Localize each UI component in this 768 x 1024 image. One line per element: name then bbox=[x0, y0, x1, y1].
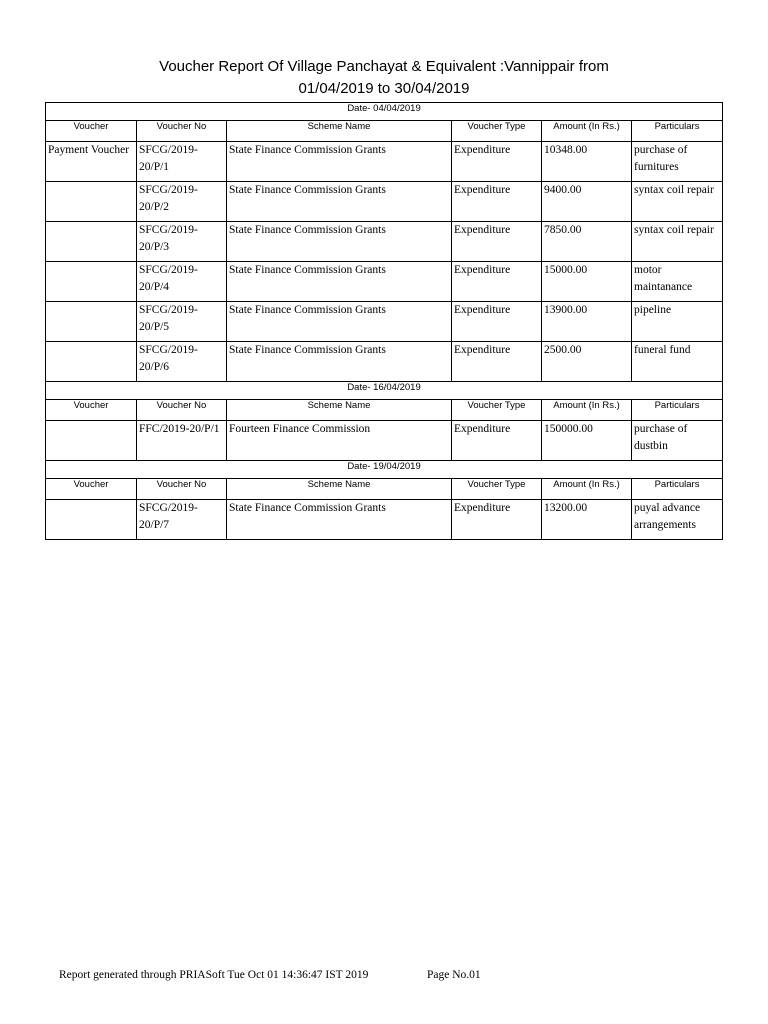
cell-scheme-name: State Finance Commission Grants bbox=[227, 302, 452, 342]
cell-voucher-type: Expenditure bbox=[452, 182, 542, 222]
cell-voucher-type: Expenditure bbox=[452, 222, 542, 262]
cell-particulars: pipeline bbox=[632, 302, 723, 342]
cell-amount: 15000.00 bbox=[542, 262, 632, 302]
cell-scheme-name: State Finance Commission Grants bbox=[227, 142, 452, 182]
cell-voucher-no: SFCG/2019-20/P/7 bbox=[137, 500, 227, 540]
report-title-line-1: Voucher Report Of Village Panchayat & Equivalent :Vannippair from bbox=[159, 58, 609, 75]
cell-particulars: syntax coil repair bbox=[632, 222, 723, 262]
column-header-row bbox=[46, 121, 723, 142]
column-header-voucher: Voucher bbox=[46, 479, 137, 500]
column-header-voucher: Voucher bbox=[46, 121, 137, 142]
voucher-table bbox=[45, 102, 723, 540]
column-header-amount: Amount (In Rs.) bbox=[542, 121, 632, 142]
table-row bbox=[46, 262, 723, 302]
column-header-scheme-name: Scheme Name bbox=[227, 479, 452, 500]
cell-voucher bbox=[46, 222, 137, 262]
cell-voucher bbox=[46, 302, 137, 342]
column-header-particulars: Particulars bbox=[632, 400, 723, 421]
column-header-voucher-type: Voucher Type bbox=[452, 479, 542, 500]
cell-amount: 2500.00 bbox=[542, 342, 632, 382]
cell-scheme-name: State Finance Commission Grants bbox=[227, 262, 452, 302]
table-row bbox=[46, 421, 723, 461]
column-header-voucher-type: Voucher Type bbox=[452, 400, 542, 421]
column-header-voucher-type: Voucher Type bbox=[452, 121, 542, 142]
date-group-label: Date- 19/04/2019 bbox=[46, 461, 723, 479]
column-header-particulars: Particulars bbox=[632, 479, 723, 500]
cell-voucher-type: Expenditure bbox=[452, 421, 542, 461]
cell-particulars: purchase of furnitures bbox=[632, 142, 723, 182]
cell-amount: 10348.00 bbox=[542, 142, 632, 182]
cell-scheme-name: State Finance Commission Grants bbox=[227, 182, 452, 222]
cell-particulars: puyal advance arrangements bbox=[632, 500, 723, 540]
cell-voucher-type: Expenditure bbox=[452, 142, 542, 182]
cell-particulars: funeral fund bbox=[632, 342, 723, 382]
table-row bbox=[46, 142, 723, 182]
footer-generated-text: Report generated through PRIASoft Tue Oct 01 14:36:47 IST 2019 bbox=[59, 969, 369, 981]
cell-voucher bbox=[46, 262, 137, 302]
cell-voucher: Payment Voucher bbox=[46, 142, 137, 182]
table-row bbox=[46, 182, 723, 222]
cell-particulars: motor maintanance bbox=[632, 262, 723, 302]
column-header-row bbox=[46, 400, 723, 421]
cell-particulars: purchase of dustbin bbox=[632, 421, 723, 461]
cell-amount: 13900.00 bbox=[542, 302, 632, 342]
cell-voucher bbox=[46, 342, 137, 382]
cell-voucher-no: SFCG/2019-20/P/4 bbox=[137, 262, 227, 302]
cell-amount: 9400.00 bbox=[542, 182, 632, 222]
date-group-row bbox=[46, 382, 723, 400]
cell-voucher bbox=[46, 421, 137, 461]
column-header-particulars: Particulars bbox=[632, 121, 723, 142]
cell-voucher-type: Expenditure bbox=[452, 302, 542, 342]
date-group-label: Date- 16/04/2019 bbox=[46, 382, 723, 400]
footer-page-number: Page No.01 bbox=[427, 969, 481, 981]
cell-voucher-no: SFCG/2019-20/P/2 bbox=[137, 182, 227, 222]
column-header-scheme-name: Scheme Name bbox=[227, 121, 452, 142]
cell-amount: 7850.00 bbox=[542, 222, 632, 262]
cell-voucher bbox=[46, 182, 137, 222]
date-group-row bbox=[46, 103, 723, 121]
date-group-label: Date- 04/04/2019 bbox=[46, 103, 723, 121]
cell-scheme-name: State Finance Commission Grants bbox=[227, 342, 452, 382]
cell-voucher-type: Expenditure bbox=[452, 342, 542, 382]
cell-scheme-name: State Finance Commission Grants bbox=[227, 222, 452, 262]
column-header-voucher-no: Voucher No bbox=[137, 479, 227, 500]
column-header-voucher: Voucher bbox=[46, 400, 137, 421]
cell-voucher-no: SFCG/2019-20/P/5 bbox=[137, 302, 227, 342]
cell-particulars: syntax coil repair bbox=[632, 182, 723, 222]
table-row bbox=[46, 302, 723, 342]
column-header-row bbox=[46, 479, 723, 500]
column-header-voucher-no: Voucher No bbox=[137, 121, 227, 142]
cell-voucher-type: Expenditure bbox=[452, 500, 542, 540]
report-title bbox=[0, 56, 768, 100]
cell-scheme-name: Fourteen Finance Commission bbox=[227, 421, 452, 461]
cell-voucher-type: Expenditure bbox=[452, 262, 542, 302]
cell-scheme-name: State Finance Commission Grants bbox=[227, 500, 452, 540]
cell-voucher-no: FFC/2019-20/P/1 bbox=[137, 421, 227, 461]
cell-voucher-no: SFCG/2019-20/P/3 bbox=[137, 222, 227, 262]
column-header-amount: Amount (In Rs.) bbox=[542, 400, 632, 421]
table-row bbox=[46, 222, 723, 262]
table-row bbox=[46, 500, 723, 540]
cell-voucher bbox=[46, 500, 137, 540]
report-title-line-2: 01/04/2019 to 30/04/2019 bbox=[298, 80, 470, 97]
cell-amount: 13200.00 bbox=[542, 500, 632, 540]
cell-amount: 150000.00 bbox=[542, 421, 632, 461]
cell-voucher-no: SFCG/2019-20/P/6 bbox=[137, 342, 227, 382]
column-header-scheme-name: Scheme Name bbox=[227, 400, 452, 421]
date-group-row bbox=[46, 461, 723, 479]
column-header-amount: Amount (In Rs.) bbox=[542, 479, 632, 500]
column-header-voucher-no: Voucher No bbox=[137, 400, 227, 421]
table-row bbox=[46, 342, 723, 382]
cell-voucher-no: SFCG/2019-20/P/1 bbox=[137, 142, 227, 182]
